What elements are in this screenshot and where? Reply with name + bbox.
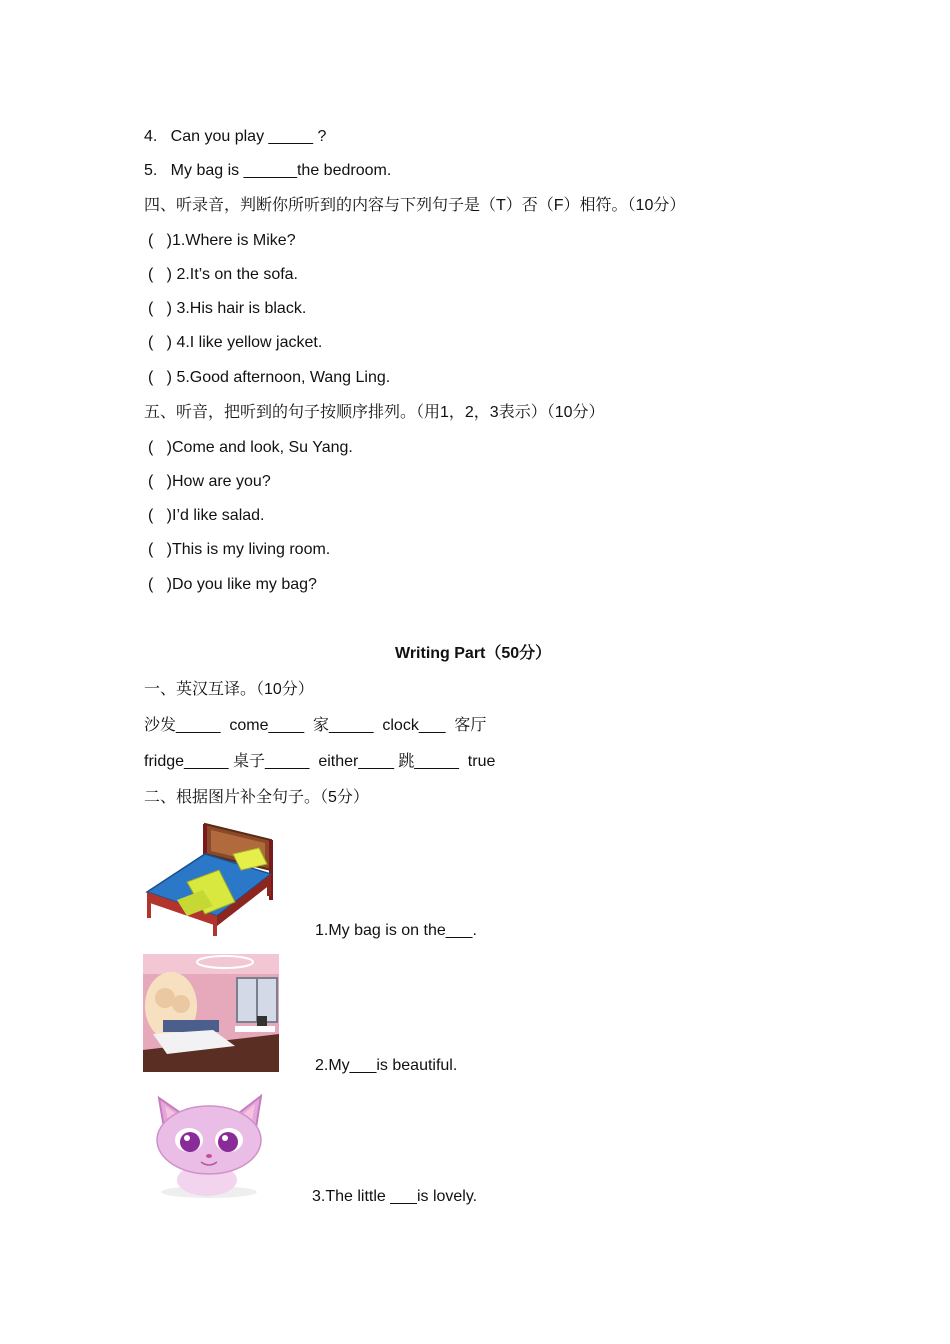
- translation-row-1: 沙发_____ come____ 家_____ clock___ 客厅: [144, 717, 487, 734]
- order-item-4: ( )This is my living room.: [148, 541, 331, 558]
- tf-item-4: ( ) 4.I like yellow jacket.: [148, 334, 323, 351]
- tf-item-3: ( ) 3.His hair is black.: [148, 300, 307, 317]
- writing-part-title: Writing Part（50分）: [395, 645, 552, 662]
- picture-sentence-3: 3.The little ___is lovely.: [312, 1188, 478, 1205]
- tf-item-5: ( ) 5.Good afternoon, Wang Ling.: [148, 369, 391, 386]
- part-1-heading: 一、英汉互译。（10分）: [144, 681, 314, 698]
- section-4-heading: 四、听录音，判断你所听到的内容与下列句子是（T）否（F）相符。（10分）: [144, 197, 686, 214]
- tf-item-2: ( ) 2.It’s on the sofa.: [148, 266, 298, 283]
- question-4: 4. Can you play _____ ?: [144, 128, 327, 145]
- order-item-5: ( )Do you like my bag?: [148, 576, 317, 593]
- part-2-heading: 二、根据图片补全句子。（5分）: [144, 789, 369, 806]
- translation-row-2: fridge_____ 桌子_____ either____ 跳_____ true: [144, 753, 496, 770]
- order-item-3: ( )I’d like salad.: [148, 507, 265, 524]
- bed-image: [143, 820, 279, 938]
- tf-item-1: ( )1.Where is Mike?: [148, 232, 296, 249]
- cat-image: [143, 1088, 275, 1204]
- picture-sentence-1: 1.My bag is on the___.: [315, 922, 477, 939]
- order-item-2: ( )How are you?: [148, 473, 271, 490]
- section-5-heading: 五、听音，把听到的句子按顺序排列。（用1，2，3表示）（10分）: [144, 404, 605, 421]
- order-item-1: ( )Come and look, Su Yang.: [148, 439, 353, 456]
- bedroom-image: [143, 954, 279, 1072]
- picture-sentence-2: 2.My___is beautiful.: [315, 1057, 458, 1074]
- question-5: 5. My bag is ______the bedroom.: [144, 162, 392, 179]
